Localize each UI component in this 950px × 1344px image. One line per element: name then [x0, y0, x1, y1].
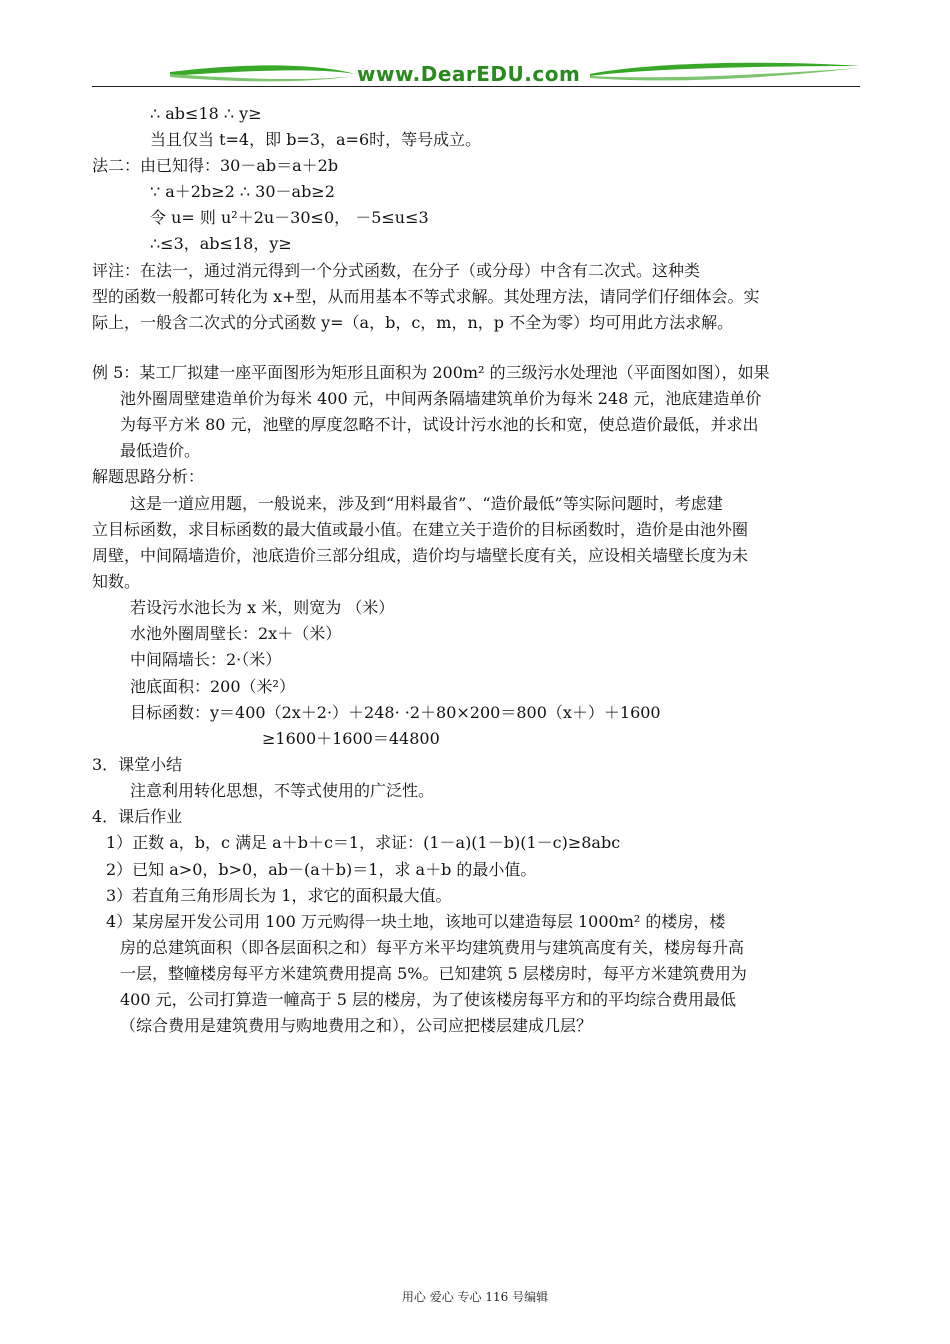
text-line-11: 池外圈周壁建造单价为每米 400 元，中间两条隔墙建筑单价为每米 248 元，池底建造单价 [120, 389, 762, 408]
text-line-5: 令 u= 则 u²＋2u－30≤0， －5≤u≤3 [150, 208, 429, 227]
text-line-33: 一层，整幢楼房每平方米建筑费用提高 5%。已知建筑 5 层楼房时，每平方米建筑费用为 [120, 964, 747, 983]
text-line-1: ∴ ab≤18 ∴ y≥ [150, 104, 262, 123]
text-line-24: ≥1600＋1600＝44800 [262, 729, 440, 748]
site-logo-text: www.DearEDU.com [357, 62, 581, 86]
text-line-23: 目标函数：y＝400（2x＋2·）＋248· ·2＋80×200＝800（x＋）＋1600 [130, 703, 661, 722]
text-line-19: 若设污水池长为 x 米，则宽为 （米） [130, 598, 395, 617]
text-line-2: 当且仅当 t=4，即 b=3，a=6时，等号成立。 [150, 130, 482, 149]
text-line-14: 解题思路分析： [92, 467, 205, 486]
page-footer: 用心 爱心 专心 116 号编辑 [401, 1290, 549, 1304]
text-line-34: 400 元，公司打算造一幢高于 5 层的楼房，为了使该楼房每平方和的平均综合费用最低 [120, 990, 736, 1009]
text-line-27: 4．课后作业 [92, 807, 183, 826]
text-line-21: 中间隔墙长：2·（米） [130, 650, 282, 669]
text-line-35: （综合费用是建筑费用与购地费用之和），公司应把楼层建成几层？ [120, 1016, 593, 1035]
text-line-13: 最低造价。 [120, 441, 201, 460]
text-line-15: 这是一道应用题，一般说来，涉及到“用料最省”、“造价最低”等实际问题时，考虑建 [130, 494, 723, 513]
text-line-18: 知数。 [92, 572, 141, 591]
text-line-6: ∴≤3，ab≤18，y≥ [150, 234, 292, 253]
text-line-28: 1）正数 a，b，c 满足 a＋b＋c＝1，求证：(1－a)(1－b)(1－c)≥8abc [106, 833, 621, 852]
text-line-26: 注意利用转化思想，不等式使用的广泛性。 [130, 781, 435, 800]
text-line-30: 3）若直角三角形周长为 1，求它的面积最大值。 [106, 886, 452, 905]
text-line-10: 例 5：某工厂拟建一座平面图形为矩形且面积为 200m² 的三级污水处理池（平面图如图），如果 [92, 363, 770, 382]
text-line-9: 际上，一般含二次式的分式函数 y=（a，b，c，m，n，p 不全为零）均可用此方法求解。 [92, 313, 734, 332]
text-line-4: ∵ a＋2b≥2 ∴ 30－ab≥2 [150, 182, 335, 201]
header-rule [92, 86, 860, 87]
text-line-25: 3．课堂小结 [92, 755, 183, 774]
text-line-31: 4）某房屋开发公司用 100 万元购得一块土地，该地可以建造每层 1000m² 的楼房，楼 [106, 912, 726, 931]
text-line-7: 评注：在法一，通过消元得到一个分式函数，在分子（或分母）中含有二次式。这种类 [92, 261, 701, 280]
text-line-16: 立目标函数，求目标函数的最大值或最小值。在建立关于造价的目标函数时，造价是由池外圈 [92, 520, 749, 539]
text-line-29: 2）已知 a>0，b>0，ab－(a＋b)＝1，求 a＋b 的最小值。 [106, 860, 537, 879]
text-line-12: 为每平方米 80 元，池壁的厚度忽略不计，试设计污水池的长和宽，使总造价最低，并求出 [120, 415, 759, 434]
text-line-22: 池底面积：200（米²） [130, 677, 295, 696]
text-line-8: 型的函数一般都可转化为 x+型，从而用基本不等式求解。其处理方法，请同学们仔细体会。实 [92, 287, 760, 306]
text-line-17: 周壁，中间隔墙造价，池底造价三部分组成，造价均与墙壁长度有关，应设相关墙壁长度为未 [92, 546, 749, 565]
text-line-3: 法二：由已知得：30－ab＝a＋2b [92, 156, 339, 175]
text-line-32: 房的总建筑面积（即各层面积之和）每平方米平均建筑费用与建筑高度有关，楼房每升高 [120, 938, 745, 957]
text-line-20: 水池外圈周壁长：2x＋（米） [130, 624, 342, 643]
